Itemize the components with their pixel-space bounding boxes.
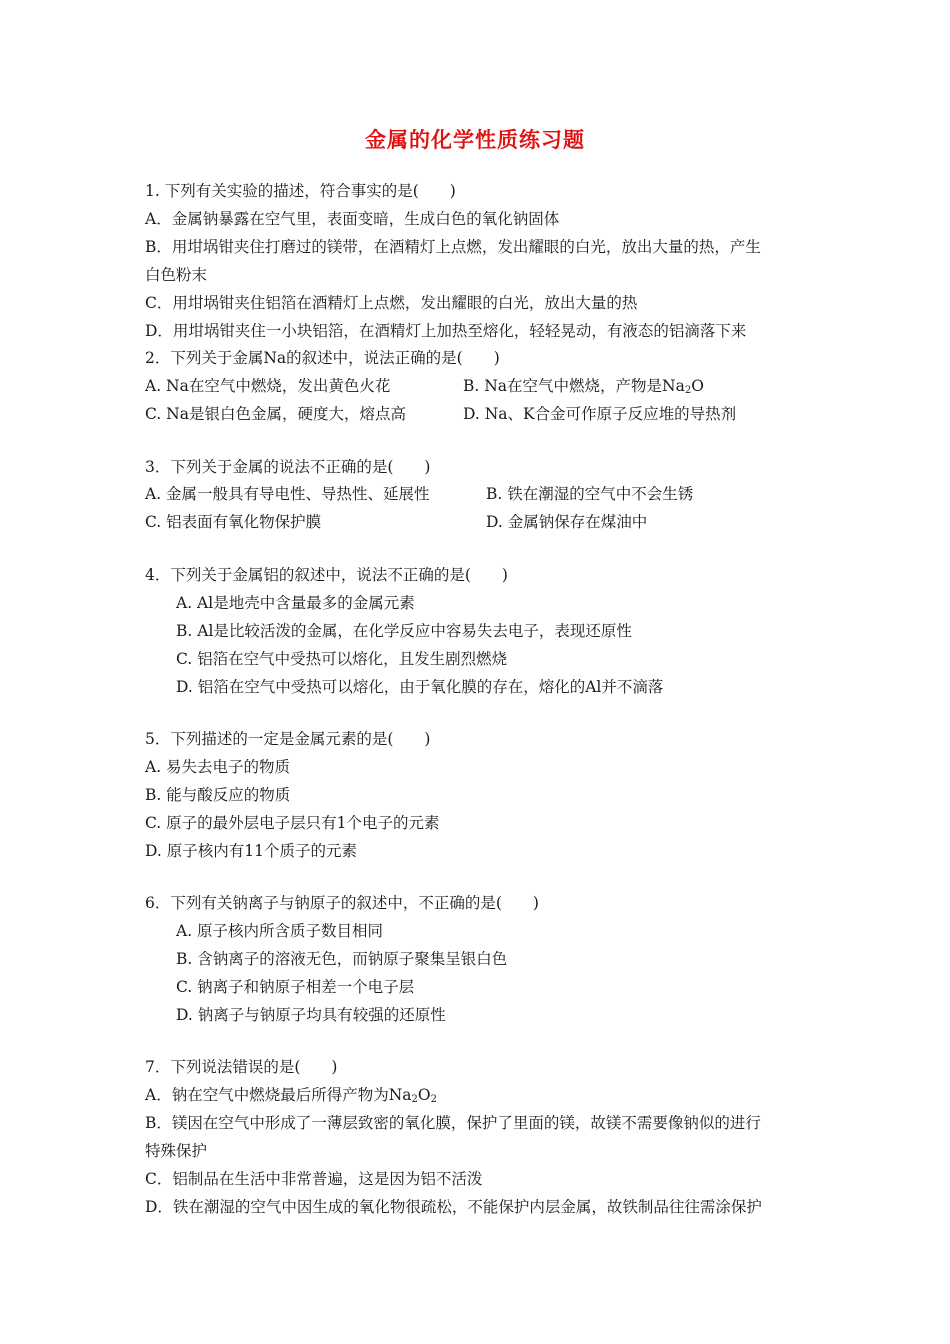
question-7-option-b: B．镁因在空气中形成了一薄层致密的氧化膜，保护了里面的镁，故镁不需要像钠似的进行 [145, 1114, 761, 1132]
question-3-stem: 3．下列关于金属的说法不正确的是( ) [145, 458, 431, 476]
question-3-option-b: B. 铁在潮湿的空气中不会生锈 [486, 485, 694, 503]
question-2-option-d: D. Na、K合金可作原子反应堆的导热剂 [463, 405, 737, 423]
question-2-option-b: B. Na在空气中燃烧，产物是$Na_2O$ [463, 377, 704, 396]
question-4-option-a: A. Al是地壳中含量最多的金属元素 [176, 594, 415, 612]
question-7-stem: 7．下列说法错误的是( ) [145, 1058, 338, 1076]
question-6-option-b: B. 含钠离子的溶液无色，而钠原子聚集呈银白色 [176, 950, 508, 968]
question-6-option-c: C. 钠离子和钠原子相差一个电子层 [176, 978, 415, 996]
question-2-stem: 2．下列关于金属Na的叙述中，说法正确的是( ) [145, 349, 500, 367]
question-1-stem: 1. 下列有关实验的描述，符合事实的是( ) [145, 182, 456, 200]
question-4-stem: 4．下列关于金属铝的叙述中，说法不正确的是( ) [145, 566, 508, 584]
page-title: 金属的化学性质练习题 [365, 128, 585, 152]
question-1-option-a: A．金属钠暴露在空气里，表面变暗，生成白色的氧化钠固体 [145, 210, 560, 228]
question-7-option-a: A．钠在空气中燃烧最后所得产物为$Na_2O_2$ [145, 1086, 437, 1105]
question-5-option-a: A. 易失去电子的物质 [145, 758, 291, 776]
question-1-option-d: D．用坩埚钳夹住一小块铝箔，在酒精灯上加热至熔化，轻轻晃动，有液态的铝滴落下来 [145, 322, 747, 340]
question-2-option-c: C. Na是银白色金属，硬度大，熔点高 [145, 405, 406, 423]
question-4-option-b: B. Al是比较活泼的金属，在化学反应中容易失去电子，表现还原性 [176, 622, 632, 640]
question-3-option-d: D. 金属钠保存在煤油中 [486, 513, 648, 531]
question-1-option-c: C．用坩埚钳夹住铝箔在酒精灯上点燃，发出耀眼的白光，放出大量的热 [145, 294, 638, 312]
question-5-stem: 5．下列描述的一定是金属元素的是( ) [145, 730, 431, 748]
question-6-stem: 6．下列有关钠离子与钠原子的叙述中，不正确的是( ) [145, 894, 539, 912]
question-7-option-b-cont: 特殊保护 [145, 1142, 208, 1160]
question-5-option-d: D. 原子核内有11个质子的元素 [145, 842, 357, 860]
question-1-option-b-cont: 白色粉末 [145, 266, 208, 284]
question-3-option-a: A. 金属一般具有导电性、导热性、延展性 [145, 485, 430, 503]
question-7-option-d: D．铁在潮湿的空气中因生成的氧化物很疏松，不能保护内层金属，故铁制品往往需涂保护 [145, 1198, 762, 1216]
question-4-option-d: D. 铝箔在空气中受热可以熔化，由于氧化膜的存在，熔化的Al并不滴落 [176, 678, 664, 696]
question-1-option-b: B．用坩埚钳夹住打磨过的镁带，在酒精灯上点燃，发出耀眼的白光，放出大量的热，产生 [145, 238, 761, 256]
question-6-option-a: A. 原子核内所含质子数目相同 [176, 922, 384, 940]
question-4-option-c: C. 铝箔在空气中受热可以熔化，且发生剧烈燃烧 [176, 650, 508, 668]
question-7-option-c: C．铝制品在生活中非常普遍，这是因为铝不活泼 [145, 1170, 483, 1188]
question-5-option-c: C. 原子的最外层电子层只有1个电子的元素 [145, 814, 440, 832]
question-2-option-a: A. Na在空气中燃烧，发出黄色火花 [145, 377, 391, 395]
question-3-option-c: C. 铝表面有氧化物保护膜 [145, 513, 322, 531]
question-5-option-b: B. 能与酸反应的物质 [145, 786, 291, 804]
question-6-option-d: D. 钠离子与钠原子均具有较强的还原性 [176, 1006, 446, 1024]
